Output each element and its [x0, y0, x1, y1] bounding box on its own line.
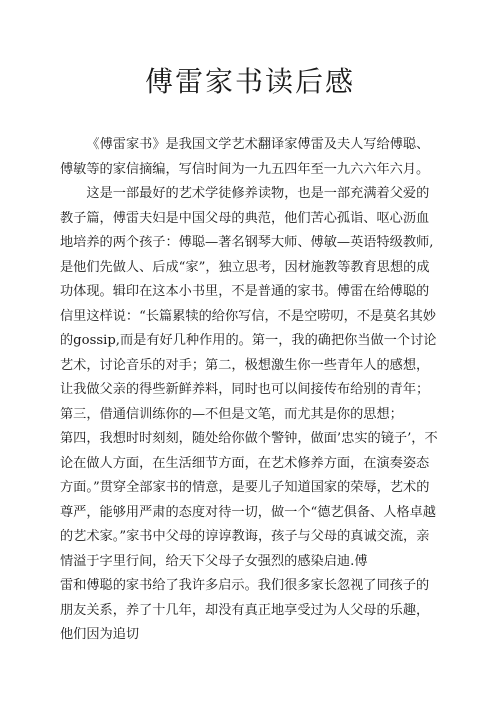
document-title: 傅雷家书读后感 [144, 65, 355, 98]
paragraph-fourth-point: 第四，我想时时刻刻，随处给你做个警钟，做面’忠实的镜子’，不论在做人方面，在生活细节方面，在艺术修养方面，在演奏姿态方面。”贯穿全部家书的情意，是要儿子知道国家的荣辱，艺术的尊严，能够用严肃的态度对待一切，做一个“德艺俱备、人格卓越的艺术家。”家书中父母的谆谆教诲，孩子与父母的真诚交流，亲情溢于字里行间，给天下父母子女强烈的感染启迪.傅 [60, 431, 438, 569]
paragraph-intro: 《傅雷家书》是我国文学艺术翻译家傅雷及夫人写给傅聪、傅敏等的家信摘编，写信时间为一九五四年至一九六六年六月。 [60, 137, 430, 177]
paragraph-reflection: 雷和傅聪的家书给了我许多启示。我们很多家长忽视了同孩子的朋友关系，养了十几年，却没有真正地享受过为人父母的乐趣，他们因为追切 [60, 578, 430, 642]
paragraph-main: 这是一部最好的艺术学徒修养读物，也是一部充满着父爱的教子篇，傅雷夫妇是中国父母的典范，他们苦心孤诣、呕心沥血地培养的两个孩子：傅聪—著名钢琴大师、傅敏—英语特级教师,是他们先做人、后成“家”，独立思考，因材施教等教育思想的成功体现。辑印在这本小书里，不是普通的家书。傅雷在给傅聪的信里这样说：“长篇累犊的给你写信，不是空唠叨，不是莫名其妙的gossip,而是有好几种作用的。第一，我的确把你当做一个讨论艺术，讨论音乐的对手；第二，极想激生你一些青年人的感想，让我做父亲的得些新鲜养料，同时也可以间接传布给别的青年；第三，借通信训练你的—不但是文笔，而尤其是你的思想； [60, 186, 437, 422]
